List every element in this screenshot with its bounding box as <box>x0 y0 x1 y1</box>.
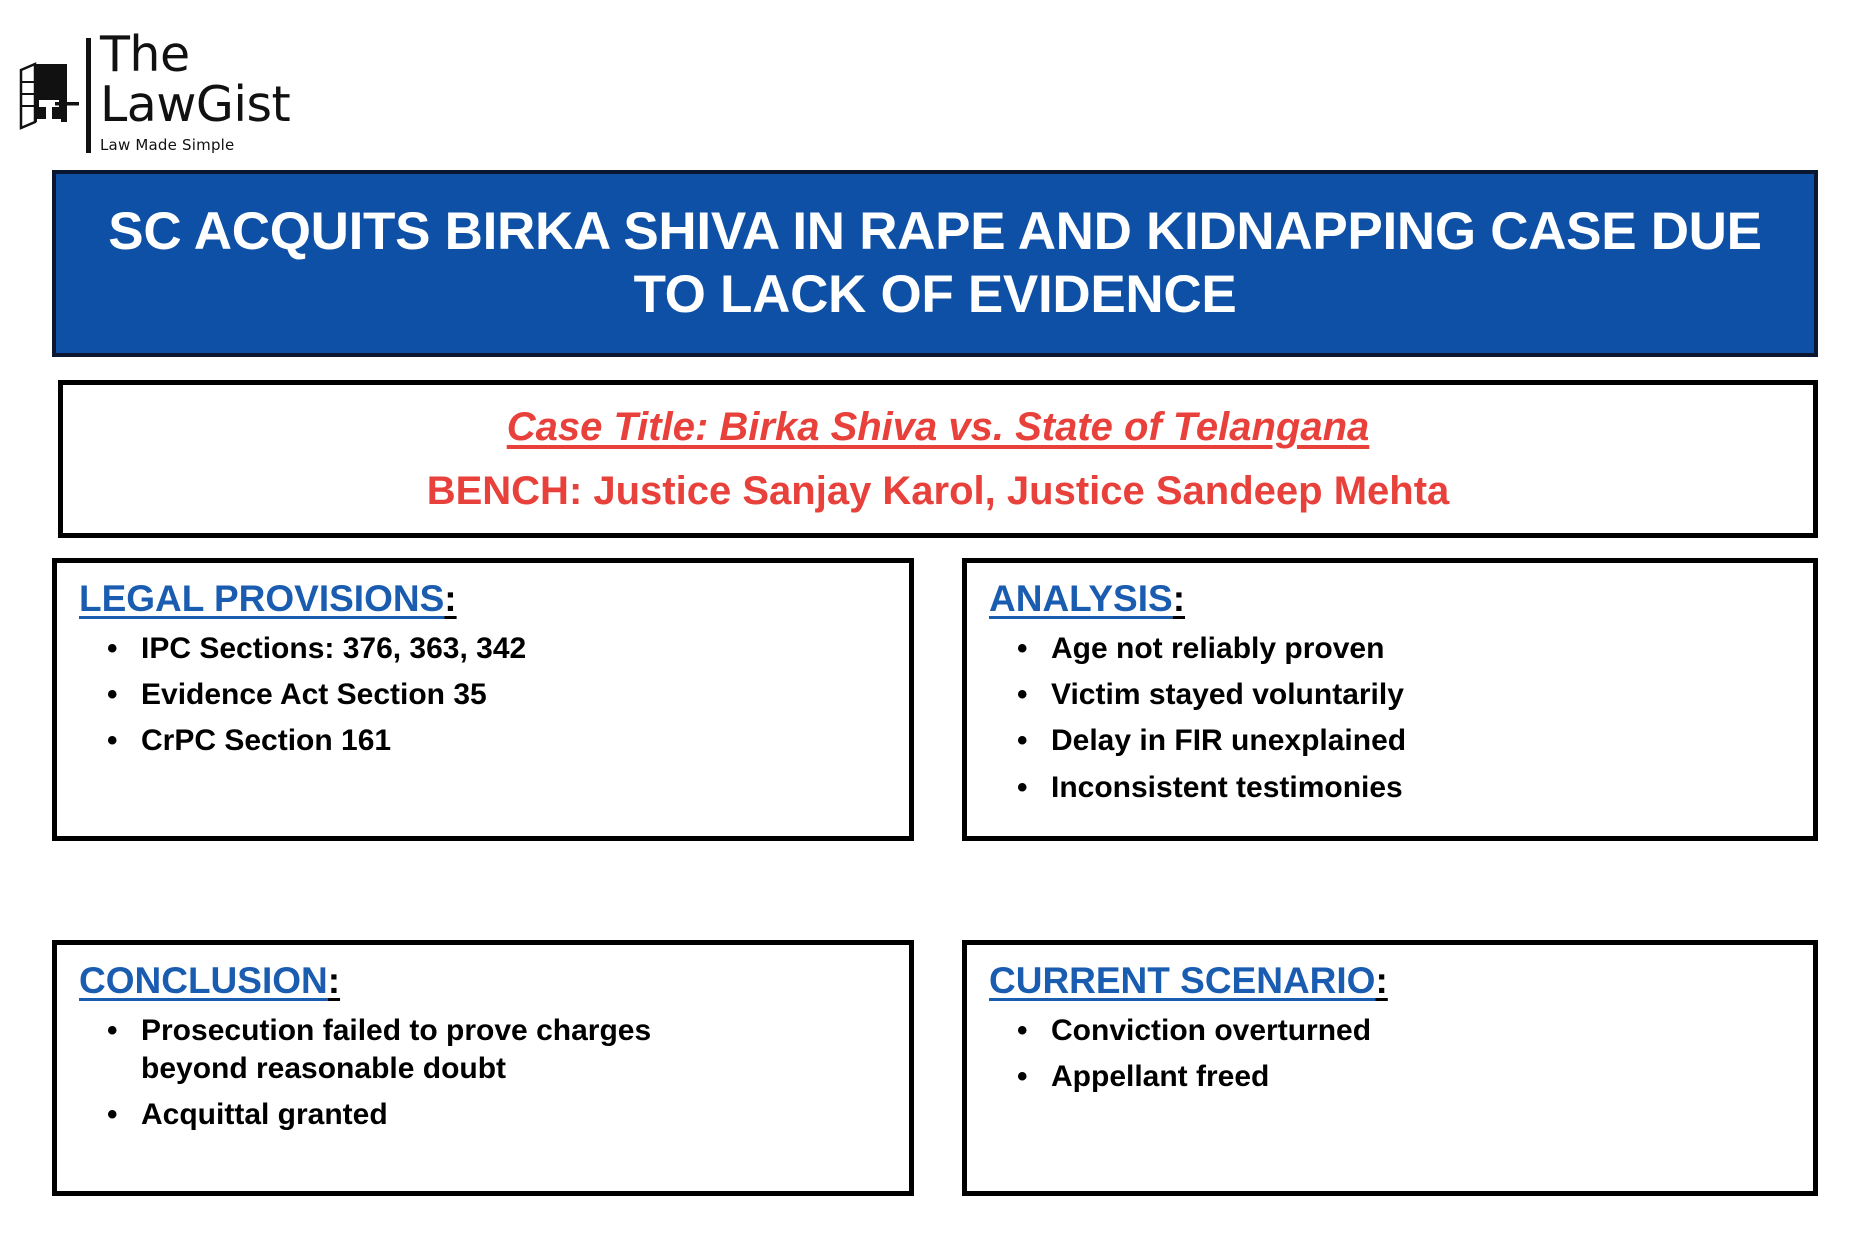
bullet-icon: • <box>107 678 118 712</box>
list-item <box>79 1096 909 1134</box>
panel-conclusion <box>52 940 914 1196</box>
list-item <box>79 722 909 760</box>
logo-name-line-2: LawGist <box>100 76 291 133</box>
list-item <box>989 722 1813 760</box>
list-item <box>79 1012 909 1089</box>
list-item <box>79 676 909 714</box>
list-item <box>989 769 1813 807</box>
panel-heading-colon: : <box>1172 578 1186 619</box>
bullet-icon: • <box>107 631 118 665</box>
bullet-icon: • <box>1017 631 1028 665</box>
list-item-label: Age not reliably proven <box>1051 631 1385 665</box>
list-item <box>989 676 1813 714</box>
case-bench: BENCH: Justice Sanjay Karol, Justice Sandeep Mehta <box>426 469 1450 513</box>
panel-list-legal-provisions <box>79 630 909 761</box>
panel-heading-conclusion <box>79 961 909 1002</box>
panel-heading-label: CONCLUSION <box>79 960 328 1001</box>
headline-banner <box>52 170 1818 357</box>
panel-legal-provisions <box>52 558 914 841</box>
panel-heading-label: CURRENT SCENARIO <box>989 960 1376 1001</box>
list-item <box>989 1058 1813 1096</box>
list-item-label: Conviction overturned <box>1051 1013 1372 1047</box>
list-item <box>989 1012 1813 1050</box>
list-item-label: Prosecution failed to prove charges beyond reasonable doubt <box>141 1013 652 1086</box>
case-info-box <box>58 380 1818 538</box>
list-item-label: IPC Sections: 376, 363, 342 <box>141 631 527 665</box>
panel-heading-label: LEGAL PROVISIONS <box>79 578 445 619</box>
bullet-icon: • <box>107 1098 118 1132</box>
list-item-label: Appellant freed <box>1051 1060 1270 1094</box>
bullet-icon: • <box>1017 1013 1028 1047</box>
panel-analysis <box>962 558 1818 841</box>
bullet-icon: • <box>107 1013 118 1047</box>
list-item <box>79 630 909 668</box>
book-gavel-icon <box>15 60 81 134</box>
panel-heading-colon: : <box>444 578 457 619</box>
panel-heading-colon: : <box>327 960 341 1001</box>
brand-logo <box>10 26 310 154</box>
bullet-icon: • <box>1017 770 1028 804</box>
panel-list-current-scenario <box>989 1012 1813 1097</box>
bullet-icon: • <box>1017 1060 1028 1094</box>
bullet-icon: • <box>107 724 118 758</box>
panel-list-conclusion <box>79 1012 909 1135</box>
list-item <box>989 630 1813 668</box>
bullet-icon: • <box>1017 724 1028 758</box>
logo-divider <box>86 38 91 153</box>
panel-heading-analysis <box>989 579 1813 620</box>
list-item-label: Victim stayed voluntarily <box>1051 678 1404 712</box>
panel-heading-colon: : <box>1375 960 1388 1001</box>
panel-heading-label: ANALYSIS <box>989 578 1173 619</box>
logo-tagline: Law Made Simple <box>100 136 235 154</box>
logo-wordmark <box>100 26 310 154</box>
list-item-label: Inconsistent testimonies <box>1051 770 1403 804</box>
panel-heading-legal-provisions <box>79 579 909 620</box>
case-title: Case Title: Birka Shiva vs. State of Telangana <box>506 405 1370 449</box>
list-item-label: Acquittal granted <box>141 1098 388 1132</box>
panel-current-scenario <box>962 940 1818 1196</box>
logo-name-line-1: The <box>100 26 190 83</box>
list-item-label: Evidence Act Section 35 <box>141 678 487 712</box>
list-item-label: Delay in FIR unexplained <box>1051 724 1407 758</box>
list-item-label: CrPC Section 161 <box>141 724 392 758</box>
page-title: SC ACQUITS BIRKA SHIVA IN RAPE AND KIDNAPPING CASE DUE TO LACK OF EVIDENCE <box>108 201 1762 324</box>
panel-heading-current-scenario <box>989 961 1813 1002</box>
panel-list-analysis <box>989 630 1813 808</box>
bullet-icon: • <box>1017 678 1028 712</box>
